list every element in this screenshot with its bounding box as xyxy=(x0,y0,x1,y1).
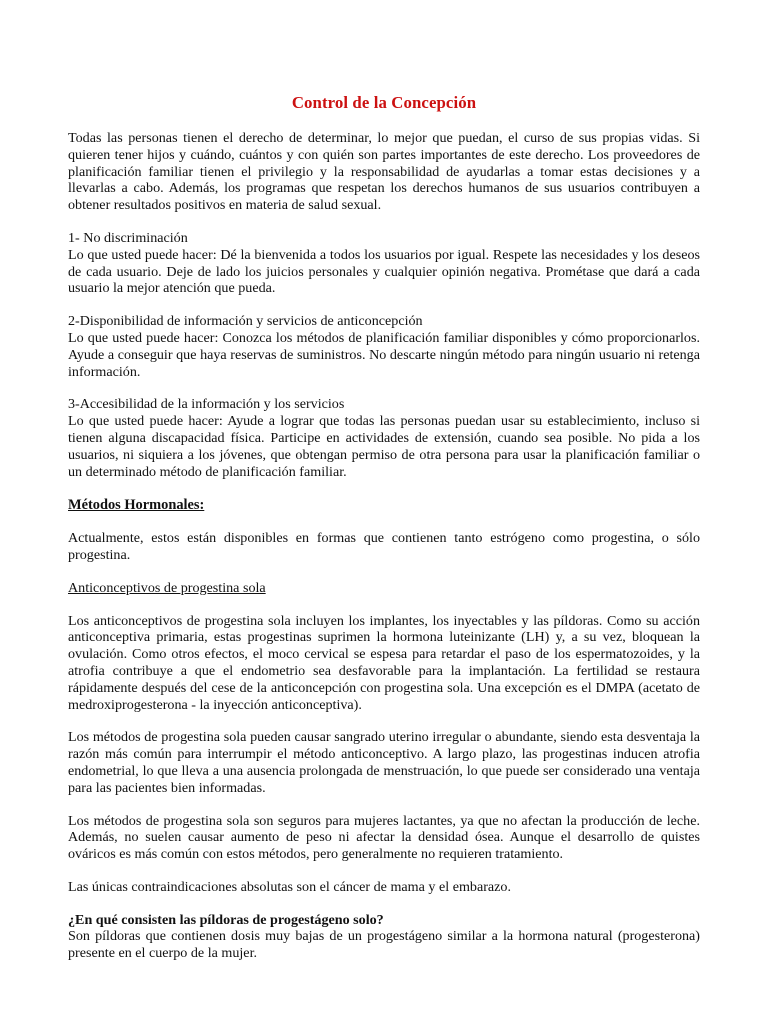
item-heading: 2-Disponibilidad de información y servicios de anticoncepción xyxy=(68,313,423,330)
body-paragraph: Las únicas contraindicaciones absolutas son el cáncer de mama y el embarazo. xyxy=(68,878,511,895)
item-text: Lo que usted puede hacer: Dé la bienvenida a todos los usuarios por igual. Respete las necesidades y los deseos de cada usuario. Deje de lado los juicios personales y cualquier opinión negativa. Prométase que dará a cada usuario la mejor atención que pueda. xyxy=(68,246,700,297)
body-paragraph: Los anticonceptivos de progestina sola incluyen los implantes, los inyectables y las píldoras. Como su acción anticonceptiva primaria, estas progestinas suprimen la hormona luteinizante (LH) y, a su vez, bloquean la ovulación. Como otros efectos, el moco cervical se espesa para retardar el paso de los espermatozoides, y la atrofia contribuye a que el endometrio sea desfavorable para la implantación. La fertilidad se restaura rápidamente después del cese de la anticoncepción con progestina sola. Una excepción es el DMPA (acetato de medroxiprogesterona - la inyección anticonceptiva). xyxy=(68,612,700,713)
item-text: Lo que usted puede hacer: Ayude a lograr que todas las personas puedan usar su establecimiento, incluso si tienen alguna discapacidad física. Participe en actividades de extensión, cuando sea posible. No pida a los usuarios, ni siquiera a los jóvenes, que obtengan permiso de otra persona para usar la planificación familiar o un determinado método de planificación familiar. xyxy=(68,413,700,480)
body-paragraph: Los métodos de progestina sola pueden causar sangrado uterino irregular o abundante, siendo esta desventaja la razón más común para interrumpir el método anticonceptivo. A largo plazo, las progestinas inducen atrofia endometrial, lo que lleva a una ausencia prolongada de menstruación, lo que puede ser considerado una ventaja para las pacientes bien informadas. xyxy=(68,729,700,796)
item-no-discriminacion xyxy=(68,230,700,297)
question-answer: Son píldoras que contienen dosis muy bajas de un progestágeno similar a la hormona natural (progesterona) presente en el cuerpo de la mujer. xyxy=(68,928,700,962)
item-heading: 1- No discriminación xyxy=(68,229,188,246)
item-disponibilidad xyxy=(68,313,700,380)
body-paragraph: Los métodos de progestina sola son seguros para mujeres lactantes, ya que no afectan la producción de leche. Además, no suelen causar aumento de peso ni afectar la densidad ósea. Aunque el desarrollo de quistes ováricos es más común con estos métodos, pero generalmente no requieren tratamiento. xyxy=(68,812,700,863)
item-accesibilidad xyxy=(68,396,700,480)
hormonal-intro: Actualmente, estos están disponibles en formas que contienen tanto estrógeno como progestina, o sólo progestina. xyxy=(68,530,700,563)
document-title: Control de la Concepción xyxy=(291,93,477,112)
question-block xyxy=(68,912,700,962)
item-heading: 3-Accesibilidad de la información y los servicios xyxy=(68,396,345,413)
item-text: Lo que usted puede hacer: Conozca los métodos de planificación familiar disponibles y cómo proporcionarlos. Ayude a conseguir que haya reservas de suministros. No descarte ningún método para ningún usuario ni retenga información. xyxy=(68,329,700,380)
question-heading: ¿En qué consisten las píldoras de progestágeno solo? xyxy=(68,911,384,928)
document-page xyxy=(68,93,700,962)
subheading-progestina-sola: Anticonceptivos de progestina sola xyxy=(68,579,266,596)
intro-paragraph: Todas las personas tienen el derecho de determinar, lo mejor que puedan, el curso de sus propias vidas. Si quieren tener hijos y cuándo, cuántos y con quién son partes importantes de este derecho. Los proveedores de planificación familiar tienen el privilegio y la responsabilidad de ayudarlas a tomar estas decisiones y a llevarlas a cabo. Además, los programas que respetan los derechos humanos de sus usuarios contribuyen a obtener resultados positivos en materia de salud sexual. xyxy=(68,130,700,214)
section-heading-metodos-hormonales: Métodos Hormonales: xyxy=(68,497,205,514)
